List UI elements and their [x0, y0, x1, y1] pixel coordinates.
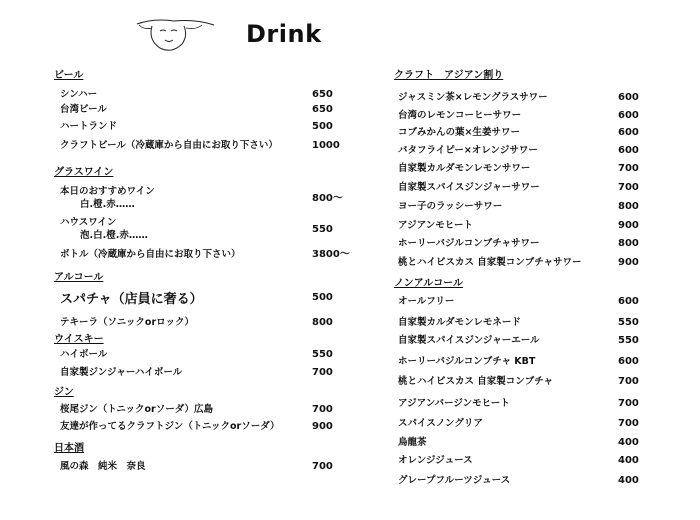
menu-item-name: グレープフルーツジュース: [398, 475, 511, 486]
section-heading: ジン: [54, 387, 74, 398]
menu-item-name: アジアンモヒート: [398, 220, 473, 231]
menu-item-price: 600: [618, 296, 639, 307]
menu-item-price: 650: [312, 104, 333, 115]
menu-item-price: 700: [312, 461, 333, 472]
menu-item-name: 台湾のレモンコーヒーサワー: [398, 110, 522, 121]
menu-item-price: 600: [618, 127, 639, 138]
menu-item-price: 3800〜: [312, 249, 350, 260]
menu-item-name: 桃とハイビスカス 自家製コンブチャサワー: [398, 257, 582, 268]
menu-item-name: ヨー子のラッシーサワー: [398, 201, 503, 212]
section-heading: ノンアルコール: [394, 278, 463, 289]
menu-item-name: シンハー: [60, 89, 98, 100]
menu-item-subtext: 白.橙.赤……: [80, 199, 135, 210]
menu-item-price: 600: [618, 110, 639, 121]
menu-item-name: 自家製カルダモンレモネード: [398, 317, 521, 328]
menu-item-price: 400: [618, 455, 639, 466]
section-heading: グラスワイン: [54, 167, 114, 178]
menu-item-name: 友達が作ってるクラフトジン（トニックorソーダ）: [60, 421, 280, 432]
menu-item-name: 自家製スパイスジンジャーエール: [398, 335, 540, 346]
menu-item-name: クラフトビール（冷蔵庫から自由にお取り下さい）: [60, 140, 278, 151]
menu-item-name: 烏龍茶: [398, 437, 427, 448]
menu-item-name: テキーラ（ソニックorロック）: [60, 317, 194, 328]
menu-item-name: ハートランド: [60, 121, 118, 132]
menu-item-name: オールフリー: [398, 296, 455, 307]
menu-item-price: 800: [312, 317, 333, 328]
menu-item-price: 700: [312, 367, 333, 378]
menu-item-name: コブみかんの葉×生姜サワー: [398, 127, 520, 138]
menu-item-name: 桃とハイビスカス 自家製コンブチャ: [398, 376, 554, 387]
menu-item-price: 900: [618, 257, 639, 268]
menu-item-name: スパイスノングリア: [398, 418, 483, 429]
menu-item-price: 500: [312, 121, 333, 132]
face-doodle-logo: [134, 16, 216, 56]
menu-item-price: 700: [618, 376, 639, 387]
menu-item-price: 600: [618, 92, 639, 103]
menu-item-name: 桜尾ジン（トニックorソーダ）広島: [60, 404, 213, 415]
menu-item-price: 600: [618, 356, 639, 367]
menu-item-price: 550: [618, 335, 639, 346]
menu-item-name: 風の森 純米 奈良: [60, 461, 146, 472]
menu-item-name: ハウスワイン: [60, 217, 117, 228]
menu-item-price: 1000: [312, 140, 340, 151]
section-heading: ビール: [54, 70, 84, 81]
section-heading: ウイスキー: [54, 334, 104, 345]
menu-item-name: バタフライピー×オレンジサワー: [398, 145, 538, 156]
menu-item-name: オレンジジュース: [398, 455, 473, 466]
menu-item-price: 700: [618, 398, 639, 409]
menu-item-name: ボトル（冷蔵庫から自由にお取り下さい）: [60, 249, 241, 260]
section-heading: アルコール: [54, 272, 104, 283]
menu-item-name: ホーリーバジルコンブチャ KBT: [398, 356, 536, 367]
menu-item-price: 700: [618, 163, 639, 174]
menu-item-price: 900: [618, 220, 639, 231]
menu-item-price: 650: [312, 89, 333, 100]
menu-item-price: 550: [312, 349, 333, 360]
menu-item-price: 500: [312, 292, 333, 303]
menu-item-price: 400: [618, 475, 639, 486]
menu-item-price: 550: [312, 224, 333, 235]
menu-item-price: 550: [618, 317, 639, 328]
menu-item-price: 900: [312, 421, 333, 432]
menu-item-price: 600: [618, 145, 639, 156]
menu-item-name: ジャスミン茶×レモングラスサワー: [398, 92, 548, 103]
menu-item-price: 800〜: [312, 193, 343, 204]
menu-item-price: 700: [618, 182, 639, 193]
menu-item-name: 自家製スパイスジンジャーサワー: [398, 182, 540, 193]
menu-item-name: ホーリーバジルコンブチャサワー: [398, 238, 540, 249]
section-heading: 日本酒: [54, 443, 84, 454]
menu-item-name: 本日のおすすめワイン: [60, 186, 155, 197]
menu-item-name: アジアンバージンモヒート: [398, 398, 510, 409]
menu-item-price: 800: [618, 201, 639, 212]
menu-item-name: 自家製ジンジャーハイボール: [60, 367, 183, 378]
menu-item-price: 800: [618, 238, 639, 249]
menu-item-name: 自家製カルダモンレモンサワー: [398, 163, 531, 174]
menu-item-price: 700: [618, 418, 639, 429]
menu-item-price: 700: [312, 404, 333, 415]
menu-item-name: ハイボール: [60, 349, 108, 360]
section-heading: クラフト アジアン割り: [394, 70, 504, 81]
menu-item-subtext: 泡.白.橙.赤……: [80, 230, 148, 241]
menu-item-name: 台湾ビール: [60, 104, 107, 115]
menu-item-name: スパチャ（店員に奢る）: [60, 292, 203, 307]
menu-item-price: 400: [618, 437, 639, 448]
page-title: Drink: [246, 20, 322, 48]
